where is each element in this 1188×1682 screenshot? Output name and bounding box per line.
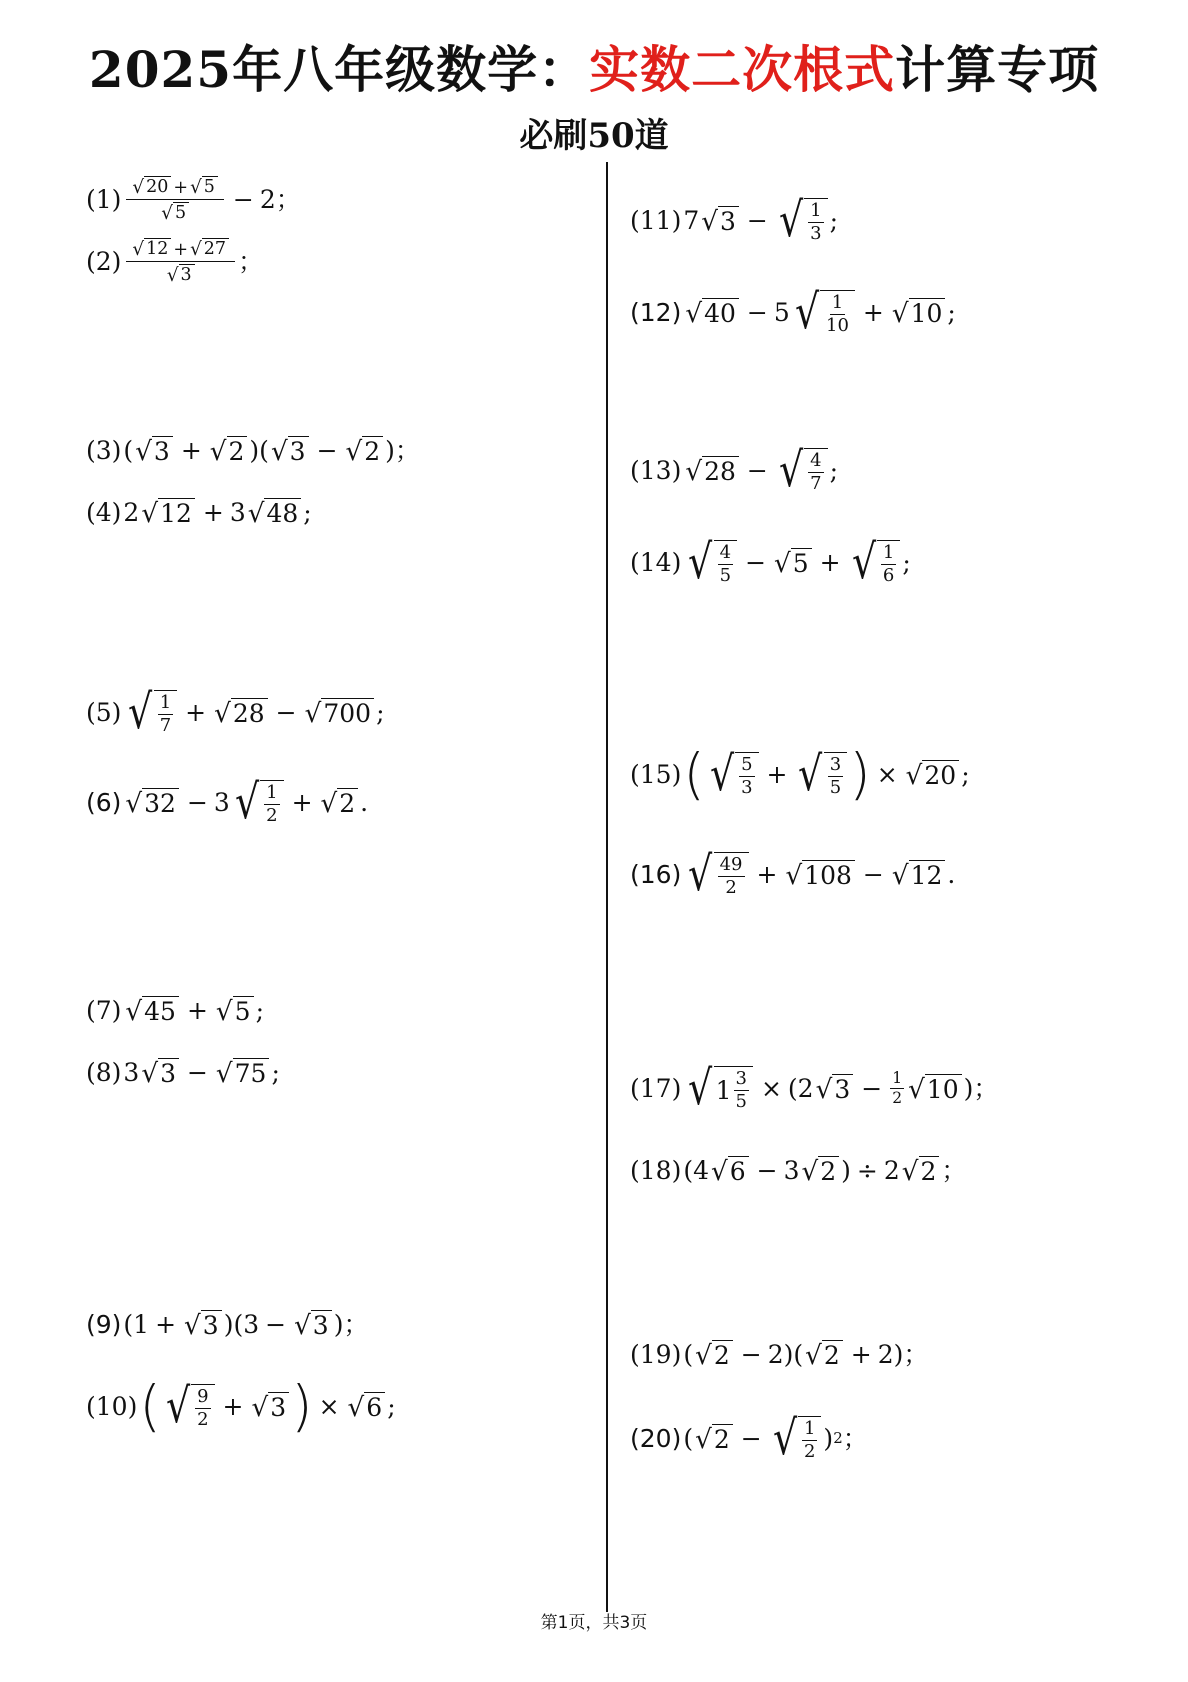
problem-19: (19) ( √ 2 − 2)( √ 2 + 2)； xyxy=(630,1340,929,1372)
problem-20: (20) ( √ 2 − √ 1 2 ) 2 ； xyxy=(630,1411,868,1466)
problem-16: (16) √ 49 2 + √ 108 − √ 12 . xyxy=(630,847,956,902)
problem-4: (4) 2 √ 12 + 3 √ 48 ; xyxy=(86,498,312,530)
problem-5: (5) √ 1 7 + √ 28 − √ 700 ; xyxy=(86,685,385,740)
problem-11: (11) 7 √ 3 − √ 1 3 ; xyxy=(630,193,838,248)
problem-10: (10) ( √ 9 2 + √ 3 ) × √ 6 ; xyxy=(86,1374,396,1438)
page-title xyxy=(0,30,1188,102)
problem-9: (9) (1 + √ 3 )(3 − √ 3 )； xyxy=(86,1310,369,1342)
column-divider xyxy=(606,162,608,1612)
problem-6: (6) √ 32 − 3 √ 1 2 + √ 2 . xyxy=(86,775,369,830)
problem-12: (12) √ 40 − 5 √ 1 10 + √ 10 ; xyxy=(630,285,956,340)
problem-3: (3) ( √ 3 + √ 2 )( √ 3 − √ 2 )； xyxy=(86,436,420,468)
problem-1: (1) √ 20 + √ 5 √ 5 − 2； xyxy=(86,176,301,225)
title-part-3: 计算专项 xyxy=(895,40,1100,99)
title-part-1: 2025年八年级数学： xyxy=(88,40,590,99)
problem-7: (7) √ 45 + √ 5 ; xyxy=(86,996,264,1028)
problem-17: (17) √ 1 3 5 × (2 √ 3 − $\frac{1}{2}$ √ 10 )； xyxy=(630,1061,999,1116)
problem-18: (18) (4 √ 6 − 3 √ 2 ) ÷ 2 √ 2 ； xyxy=(630,1156,967,1188)
problem-13: (13) √ 28 − √ 4 7 ; xyxy=(630,443,838,498)
page-subtitle: 必刷50道 xyxy=(519,116,669,156)
problem-8: (8) 3 √ 3 − √ 75 ; xyxy=(86,1058,280,1090)
problem-2: (2) √ 12 + √ 27 √ 3 ； xyxy=(86,238,264,287)
problem-15: (15) ( √ 5 3 + √ 3 5 ) × √ 20 ; xyxy=(630,742,970,806)
problem-14: (14) √ 4 5 − √ 5 + √ 1 6 ; xyxy=(630,535,911,590)
title-highlight: 实数二次根式 xyxy=(589,40,896,99)
page-number: 第1页，共3页 xyxy=(540,1613,648,1633)
